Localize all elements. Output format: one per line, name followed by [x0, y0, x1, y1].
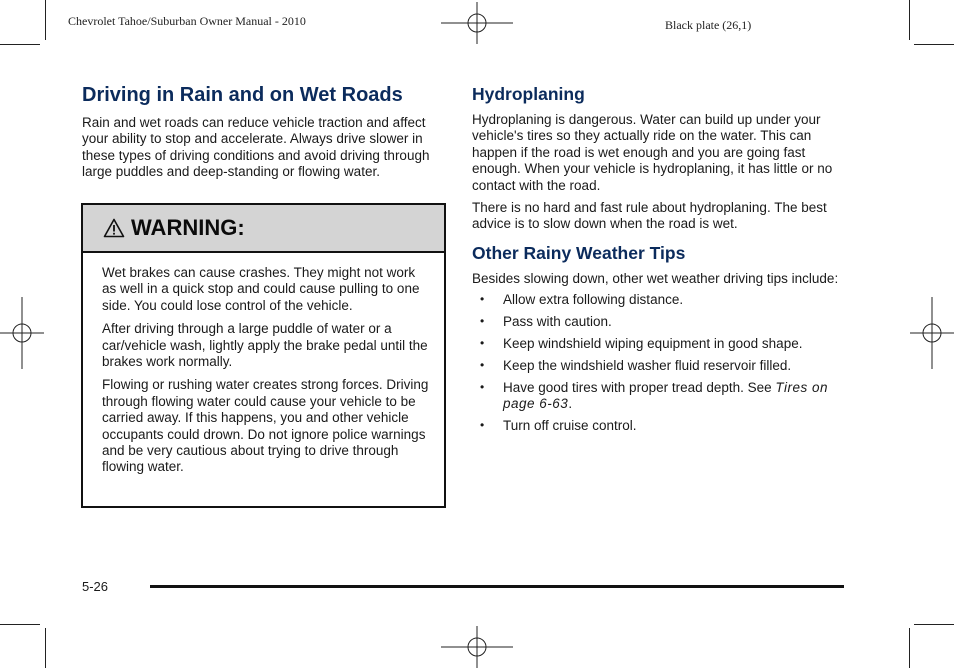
registration-target-icon: [441, 626, 513, 668]
tip-text: Allow extra following distance.: [503, 292, 684, 308]
section-heading-tips: Other Rainy Weather Tips: [472, 242, 686, 263]
warning-title: WARNING:: [131, 215, 245, 240]
list-item: [472, 358, 844, 374]
intro-paragraph: Rain and wet roads can reduce vehicle traction and affect your ability to stop and accelerate. Always drive slower in these types of driving conditions and avoid driving through large puddles and deep-standing or flowing water.: [82, 115, 430, 180]
section-heading-hydroplaning: Hydroplaning: [472, 84, 585, 104]
tips-intro: Besides slowing down, other wet weather driving tips include:: [472, 270, 839, 286]
bullet-icon: •: [480, 379, 485, 394]
crop-mark: [0, 44, 40, 45]
tip-text: Pass with caution.: [503, 314, 612, 330]
bullet-icon: •: [480, 357, 485, 372]
list-item: [472, 380, 844, 413]
list-item: [472, 418, 844, 434]
list-item: [472, 292, 844, 308]
warning-body: [83, 253, 444, 476]
hydro-paragraph: There is no hard and fast rule about hydroplaning. The best advice is to slow down when the road is wet.: [472, 200, 827, 232]
tip-text: Have good tires with proper tread depth. See: [503, 379, 776, 395]
right-column: [472, 84, 844, 440]
footer-rule: [150, 585, 844, 588]
crop-mark: [0, 624, 40, 625]
bullet-icon: •: [480, 292, 485, 307]
bullet-icon: •: [480, 336, 485, 351]
tips-list: [472, 292, 844, 434]
left-column: [82, 84, 446, 181]
warning-box: [81, 203, 446, 508]
warning-paragraph: Flowing or rushing water creates strong forces. Driving through flowing water could cause your vehicle to be carried away. If this happens, you and other vehicle occupants could drown. Do not ignore police warnings and be very cautious about trying to drive through flowing water.: [102, 377, 429, 475]
registration-target-icon: [441, 2, 513, 44]
section-heading-rain: Driving in Rain and on Wet Roads: [82, 84, 403, 106]
bullet-icon: •: [480, 418, 485, 433]
list-item: [472, 314, 844, 330]
bullet-icon: •: [480, 314, 485, 329]
crop-mark: [909, 0, 910, 40]
registration-target-icon: [0, 297, 44, 369]
hydro-paragraph: Hydroplaning is dangerous. Water can build up under your vehicle's tires so they actually ride on the water. This can happen if the road is wet enough and you are going fast enough. When your vehicle is hydroplaning, it has little or no contact with the road.: [472, 112, 833, 193]
warning-paragraph: After driving through a large puddle of water or a car/vehicle wash, lightly apply the brake pedal until the brakes work normally.: [102, 321, 428, 370]
page-number: 5-26: [82, 579, 109, 594]
tires-cross-reference-link[interactable]: Tires on page 6-63: [503, 379, 829, 412]
warning-header: [83, 205, 444, 253]
warning-paragraph: Wet brakes can cause crashes. They might not work as well in a quick stop and could cause pulling to one side. You could lose control of the vehicle.: [102, 265, 420, 313]
list-item: [472, 336, 844, 352]
tip-text-suffix: .: [568, 396, 573, 412]
crop-mark: [909, 628, 910, 668]
tip-text: Turn off cruise control.: [503, 418, 637, 434]
manual-title: Chevrolet Tahoe/Suburban Owner Manual - 2010: [68, 14, 306, 28]
tip-text: Keep windshield wiping equipment in good shape.: [503, 336, 803, 352]
warning-triangle-icon: [103, 218, 125, 238]
plate-label: Black plate (26,1): [665, 18, 752, 32]
crop-mark: [45, 0, 46, 40]
registration-target-icon: [910, 297, 954, 369]
tip-text: Keep the windshield washer fluid reservoir filled.: [503, 357, 792, 373]
crop-mark: [914, 624, 954, 625]
crop-mark: [914, 44, 954, 45]
crop-mark: [45, 628, 46, 668]
